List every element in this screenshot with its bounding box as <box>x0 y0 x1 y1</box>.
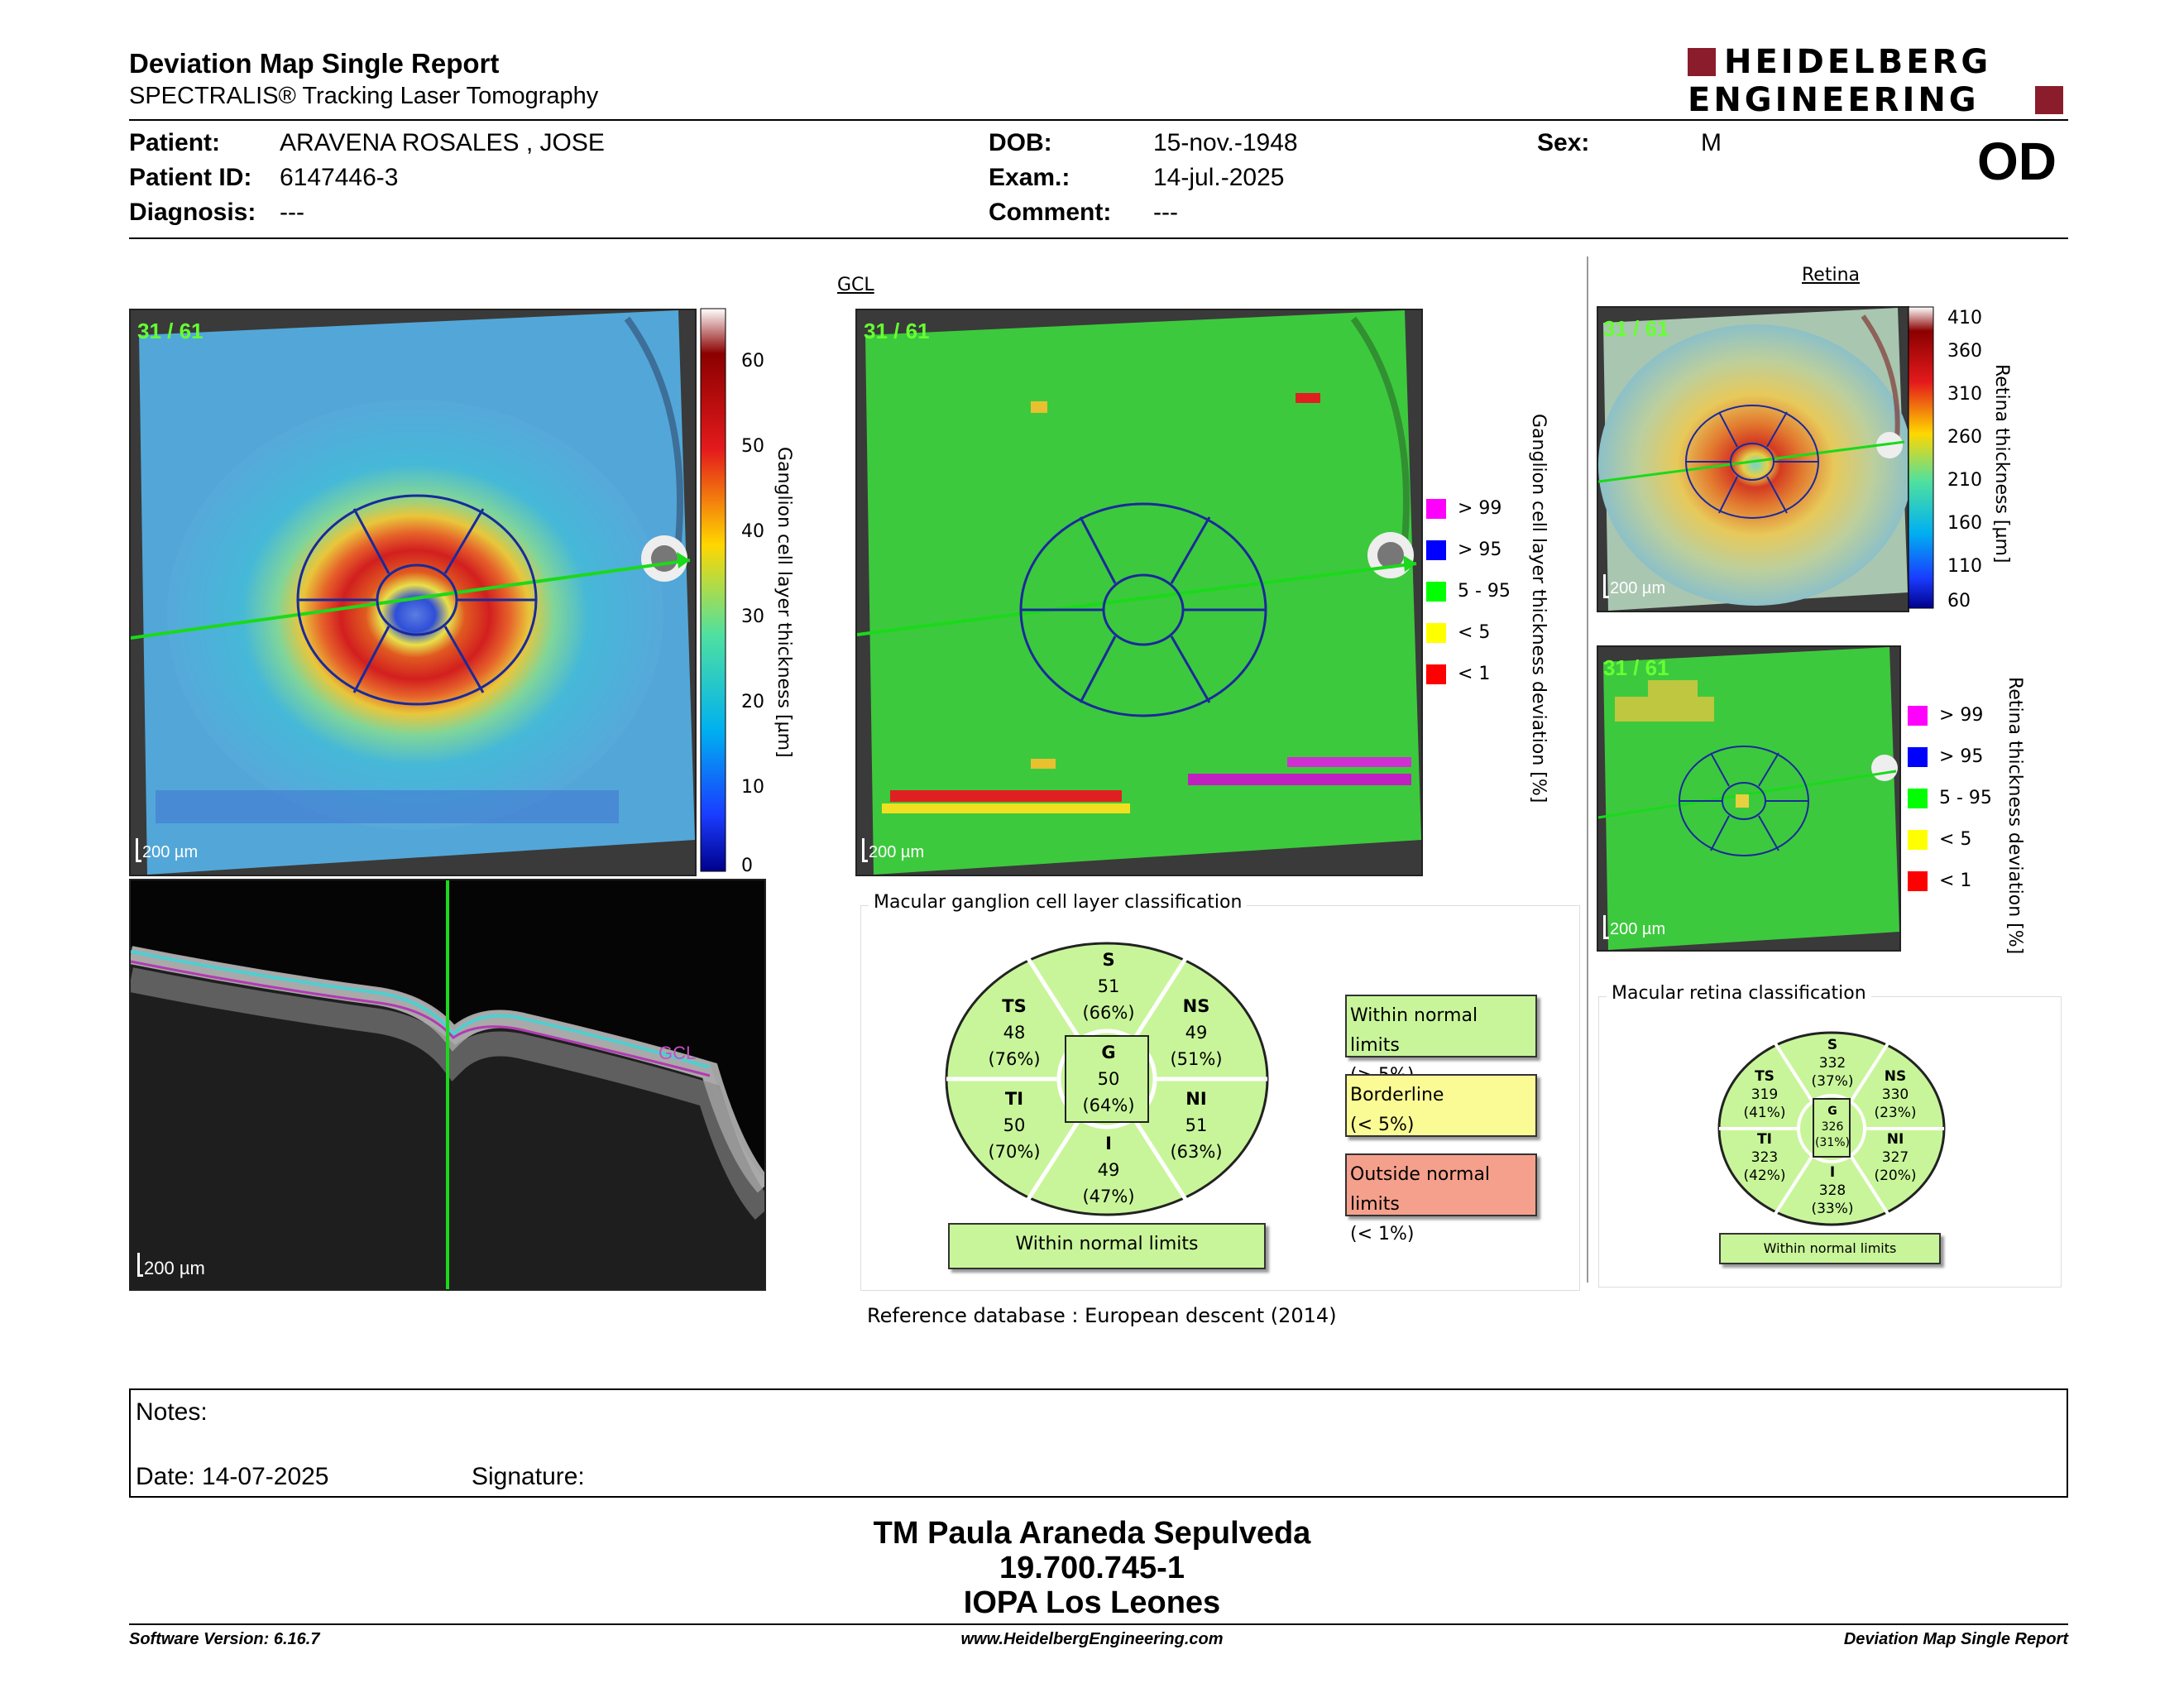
gcl-sector-i: I 49 (47%) <box>1082 1134 1135 1206</box>
oct-bscan <box>129 879 766 1291</box>
retina-deviation-map <box>1597 645 1901 952</box>
gcl-frame-count: 31 / 61 <box>137 319 204 343</box>
gcl-sector-g: G 50 (64%) <box>1082 1043 1135 1115</box>
retina-tick: 110 <box>1947 556 1982 577</box>
red-swatch-icon <box>1426 664 1446 684</box>
retina-sector-g: G 326 (31%) <box>1814 1105 1851 1149</box>
dob-value: 15-nov.-1948 <box>1153 129 1298 156</box>
patient-name: ARAVENA ROSALES , JOSE <box>280 129 605 156</box>
dob-label: DOB: <box>989 129 1052 156</box>
gcl-layer-label: GCL <box>659 1043 697 1063</box>
footer-report-name: Deviation Map Single Report <box>1843 1630 2068 1648</box>
retina-scale-bar: 200 µm <box>1610 579 1666 597</box>
website-link[interactable]: www.HeidelbergEngineering.com <box>960 1630 1224 1648</box>
sex-label: Sex: <box>1537 129 1590 156</box>
retina-legend-item: > 99 <box>1908 705 1983 726</box>
retina-sector-ts: TS 319 (41%) <box>1743 1068 1786 1121</box>
gcl-thickness-map <box>129 309 697 876</box>
retina-sector-ni: NI 327 (20%) <box>1874 1131 1917 1184</box>
gcl-tick: 0 <box>741 856 753 876</box>
retina-tick: 360 <box>1947 341 1982 362</box>
heidelberg-logo: HEIDELBERG ENGINEERING <box>1688 45 2068 119</box>
patient-label: Patient: <box>129 129 221 156</box>
retina-legend-item: > 95 <box>1908 746 1983 767</box>
gcl-section-title: GCL <box>837 275 874 295</box>
notes-box[interactable] <box>129 1388 2068 1498</box>
retina-colorbar-title: Retina thickness [µm] <box>1991 364 2012 563</box>
gcl-tick: 40 <box>741 521 764 542</box>
sex-value: M <box>1701 129 1722 156</box>
software-version: Software Version: 6.16.7 <box>129 1630 320 1648</box>
exam-label: Exam.: <box>989 164 1070 191</box>
bscan-scale-bar: 200 µm <box>144 1258 205 1278</box>
gcl-dev-scale-bar: 200 µm <box>869 843 925 861</box>
retina-sector-i: I 328 (33%) <box>1811 1164 1854 1217</box>
gcl-legend-item: < 1 <box>1426 664 1490 684</box>
diagnosis-value: --- <box>280 199 304 226</box>
retina-legend-item: < 1 <box>1908 870 1971 891</box>
patient-id: 6147446-3 <box>280 164 399 191</box>
gcl-tick: 60 <box>741 351 764 372</box>
retina-legend-item: < 5 <box>1908 829 1971 850</box>
retina-tick: 260 <box>1947 427 1982 448</box>
retina-colorbar <box>1908 306 1936 611</box>
signature-label: Signature: <box>472 1463 585 1490</box>
gcl-tick: 50 <box>741 436 764 457</box>
gcl-tick: 10 <box>741 777 764 798</box>
retina-legend-item: 5 - 95 <box>1908 788 1992 808</box>
gcl-legend-item: > 95 <box>1426 539 1502 560</box>
blue-swatch-icon <box>1426 540 1446 560</box>
signatory-name: TM Paula Araneda Sepulveda <box>873 1516 1311 1551</box>
yellow-swatch-icon <box>1426 623 1446 643</box>
retina-tick: 160 <box>1947 513 1982 534</box>
retina-tick: 310 <box>1947 384 1982 405</box>
gcl-tick: 20 <box>741 692 764 712</box>
key-borderline: Borderline (< 5%) <box>1345 1074 1537 1137</box>
gcl-result-badge: Within normal limits <box>948 1223 1266 1269</box>
retina-result-badge: Within normal limits <box>1719 1233 1941 1264</box>
gcl-sector-ns: NS 49 (51%) <box>1170 996 1223 1069</box>
report-subtitle: SPECTRALIS® Tracking Laser Tomography <box>129 83 599 109</box>
comment-label: Comment: <box>989 199 1112 226</box>
retina-sector-ti: TI 323 (42%) <box>1743 1131 1786 1184</box>
clinic-name: IOPA Los Leones <box>963 1585 1221 1620</box>
notes-label: Notes: <box>136 1398 208 1426</box>
gcl-deviation-axis-title: Ganglion cell layer thickness deviation [%] <box>1528 414 1549 803</box>
gcl-sector-ni: NI 51 (63%) <box>1170 1089 1223 1162</box>
patient-id-label: Patient ID: <box>129 164 252 191</box>
retina-frame-count: 31 / 61 <box>1603 316 1669 341</box>
gcl-dev-frame-count: 31 / 61 <box>864 319 930 343</box>
retina-deviation-axis-title: Retina thickness deviation [%] <box>2004 677 2025 955</box>
retina-tick: 60 <box>1947 591 1971 611</box>
column-divider <box>1587 257 1588 1283</box>
gcl-legend-item: 5 - 95 <box>1426 581 1511 602</box>
red-swatch-icon <box>1908 871 1928 891</box>
signatory-id: 19.700.745-1 <box>999 1551 1185 1585</box>
reference-database: Reference database : European descent (2014) <box>867 1304 1337 1327</box>
retina-sector-s: S 332 (37%) <box>1811 1037 1854 1090</box>
report-title: Deviation Map Single Report <box>129 48 500 79</box>
diagnosis-label: Diagnosis: <box>129 199 256 226</box>
retina-tick: 210 <box>1947 470 1982 491</box>
gcl-legend-item: > 99 <box>1426 498 1502 519</box>
retina-classification-title: Macular retina classification <box>1607 983 1871 1004</box>
retina-thickness-map <box>1597 306 1909 612</box>
blue-swatch-icon <box>1908 747 1928 767</box>
retina-dev-frame-count: 31 / 61 <box>1603 655 1669 680</box>
green-swatch-icon <box>1426 582 1446 602</box>
retina-sector-ns: NS 330 (23%) <box>1874 1068 1917 1121</box>
retina-tick: 410 <box>1947 308 1982 328</box>
magenta-swatch-icon <box>1426 499 1446 519</box>
gcl-sector-s: S 51 (66%) <box>1082 950 1135 1023</box>
notes-date: Date: 14-07-2025 <box>136 1463 329 1490</box>
gcl-sector-ts: TS 48 (76%) <box>988 996 1041 1069</box>
retina-dev-scale-bar: 200 µm <box>1610 920 1666 938</box>
gcl-classification-title: Macular ganglion cell layer classification <box>869 892 1247 913</box>
gcl-sector-ti: TI 50 (70%) <box>988 1089 1041 1162</box>
gcl-colorbar <box>700 308 728 874</box>
green-swatch-icon <box>1908 789 1928 808</box>
gcl-deviation-map <box>855 309 1423 876</box>
gcl-legend-item: < 5 <box>1426 622 1490 643</box>
key-within-normal: Within normal limits <box>1345 995 1537 1057</box>
eye-label: OD <box>1977 132 2057 191</box>
gcl-tick: 30 <box>741 607 764 627</box>
gcl-scale-bar: 200 µm <box>142 843 199 861</box>
retina-section-title: Retina <box>1802 265 1860 285</box>
yellow-swatch-icon <box>1908 830 1928 850</box>
key-outside-normal: Outside normal limits (< 1%) <box>1345 1153 1537 1216</box>
exam-value: 14-jul.-2025 <box>1153 164 1285 191</box>
gcl-colorbar-title: Ganglion cell layer thickness [µm] <box>774 447 794 758</box>
comment-value: --- <box>1153 199 1178 226</box>
magenta-swatch-icon <box>1908 706 1928 726</box>
